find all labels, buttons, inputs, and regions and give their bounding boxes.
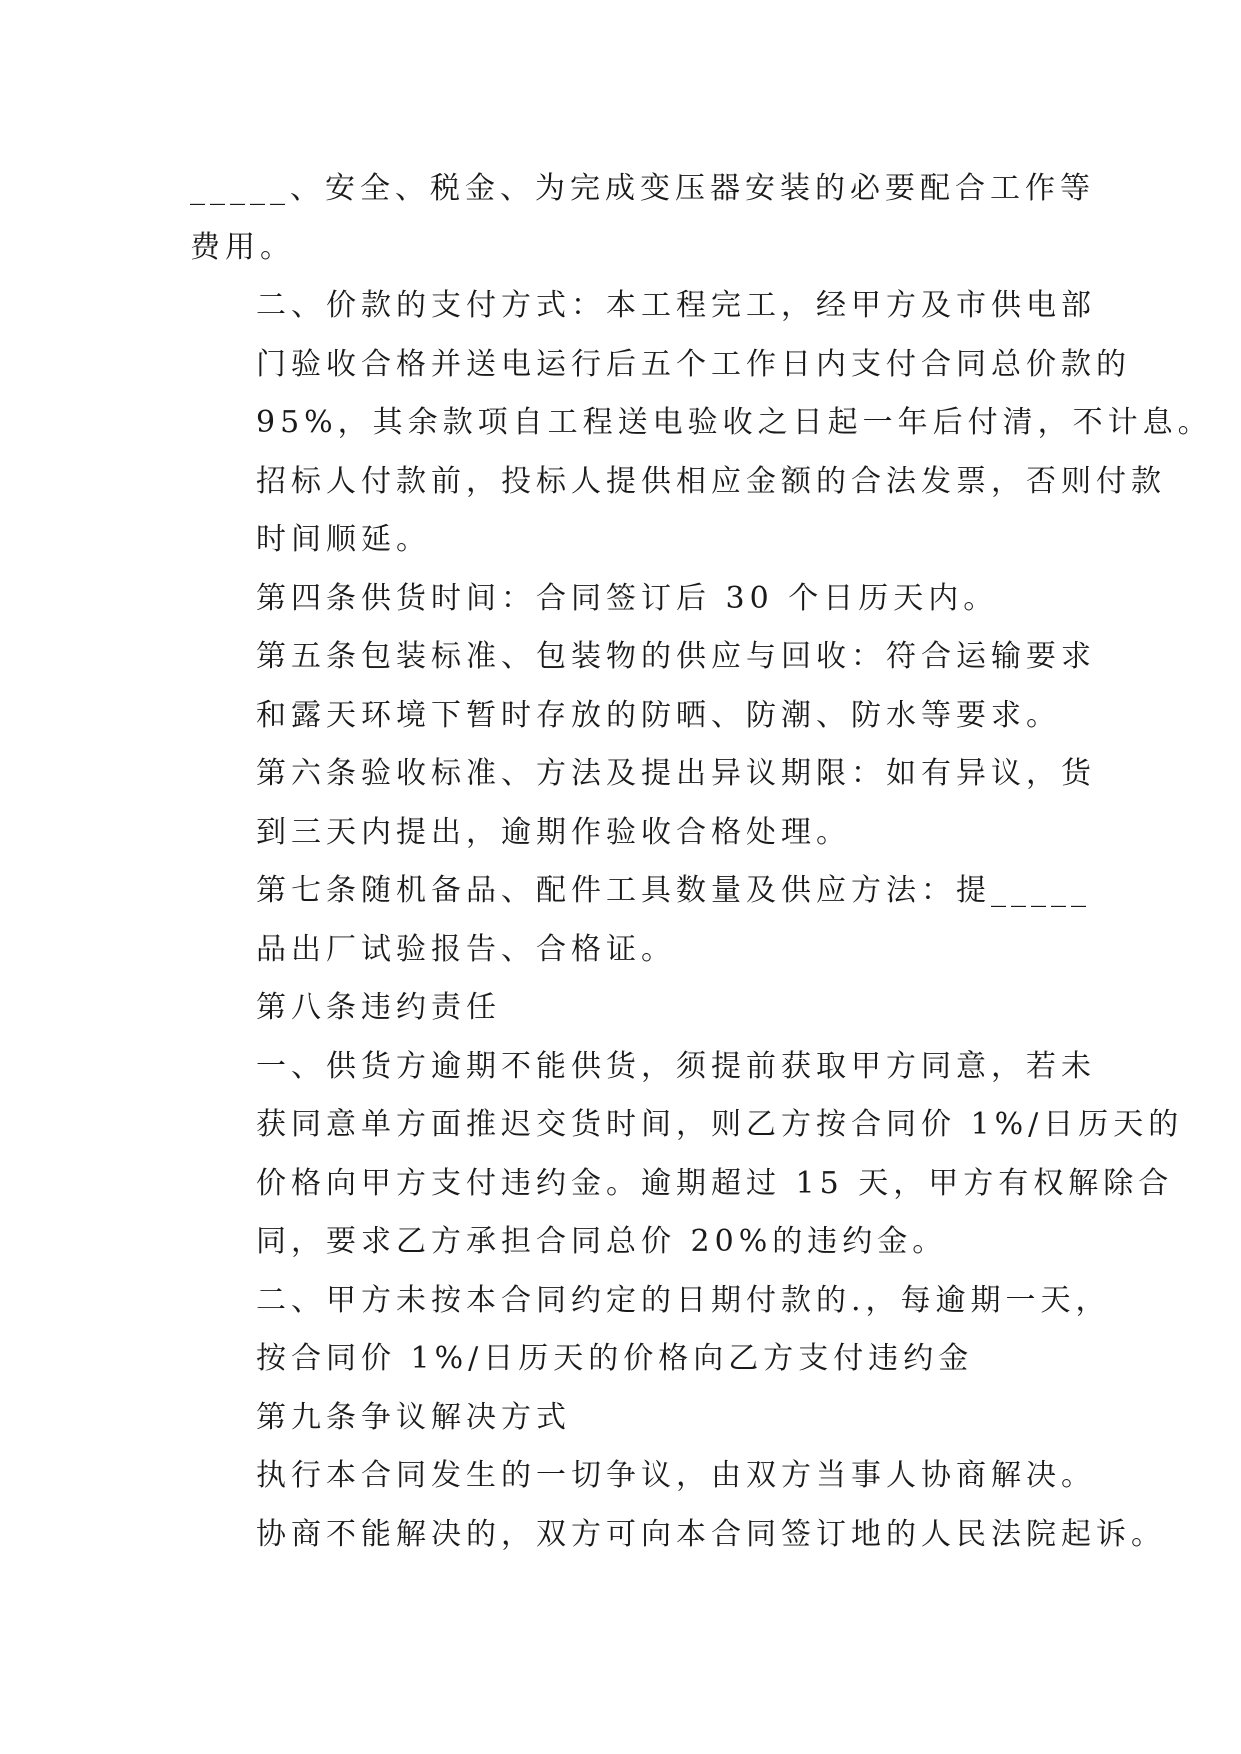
text-line: 二、价款的支付方式：本工程完工，经甲方及市供电部 [256,288,1096,323]
text-line: 按合同价 1%/日历天的价格向乙方支付违约金 [256,1341,974,1376]
paragraph [190,277,1213,570]
text-line: 和露天环境下暂时存放的防晒、防潮、防水等要求。 [256,697,1061,733]
paragraph [190,1038,1184,1272]
paragraph [190,628,1096,745]
text-line: 95%，其余款项自工程送电验收之日起一年后付清，不计息。 [256,405,1213,440]
text-line: 同，要求乙方承担合同总价 20%的违约金。 [256,1224,948,1259]
paragraph [190,1389,1050,1448]
paragraph [190,570,1050,629]
text-line: 第九条争议解决方式 [256,1399,571,1435]
paragraph [190,862,1091,979]
text-line: 获同意单方面推迟交货时间，则乙方按合同价 1%/日历天的 [256,1107,1184,1142]
text-line: 执行本合同发生的一切争议，由双方当事人协商解决。 [256,1458,1096,1493]
paragraph [190,1447,1166,1564]
text-line: 招标人付款前，投标人提供相应金额的合法发票，否则付款 [256,463,1166,499]
paragraph [190,160,1095,277]
text-line: 价格向甲方支付违约金。逾期超过 15 天，甲方有权解除合 [256,1165,1174,1201]
paragraph [190,1272,1111,1389]
text-line: 协商不能解决的，双方可向本合同签订地的人民法院起诉。 [256,1516,1166,1552]
text-line: 时间顺延。 [256,522,431,557]
text-line: 到三天内提出，逾期作验收合格处理。 [256,814,851,850]
text-line: 二、甲方未按本合同约定的日期付款的.，每逾期一天， [256,1282,1111,1318]
paragraph [190,745,1096,862]
text-line: 品出厂试验报告、合格证。 [256,931,676,967]
text-line: 第七条随机备品、配件工具数量及供应方法：提_____ [256,873,1091,908]
contract-body [190,160,1213,1564]
text-line: 第六条验收标准、方法及提出异议期限：如有异议，货 [256,756,1096,791]
text-line: _____、安全、税金、为完成变压器安装的必要配合工作等 [190,171,1095,206]
text-line: 第四条供货时间：合同签订后 30 个日历天内。 [256,580,999,616]
text-line: 一、供货方逾期不能供货，须提前获取甲方同意，若未 [256,1048,1096,1084]
text-line: 费用。 [190,229,295,265]
text-line: 门验收合格并送电运行后五个工作日内支付合同总价款的 [256,346,1131,382]
paragraph [190,979,1050,1038]
text-line: 第五条包装标准、包装物的供应与回收：符合运输要求 [256,639,1096,674]
text-line: 第八条违约责任 [256,990,501,1025]
